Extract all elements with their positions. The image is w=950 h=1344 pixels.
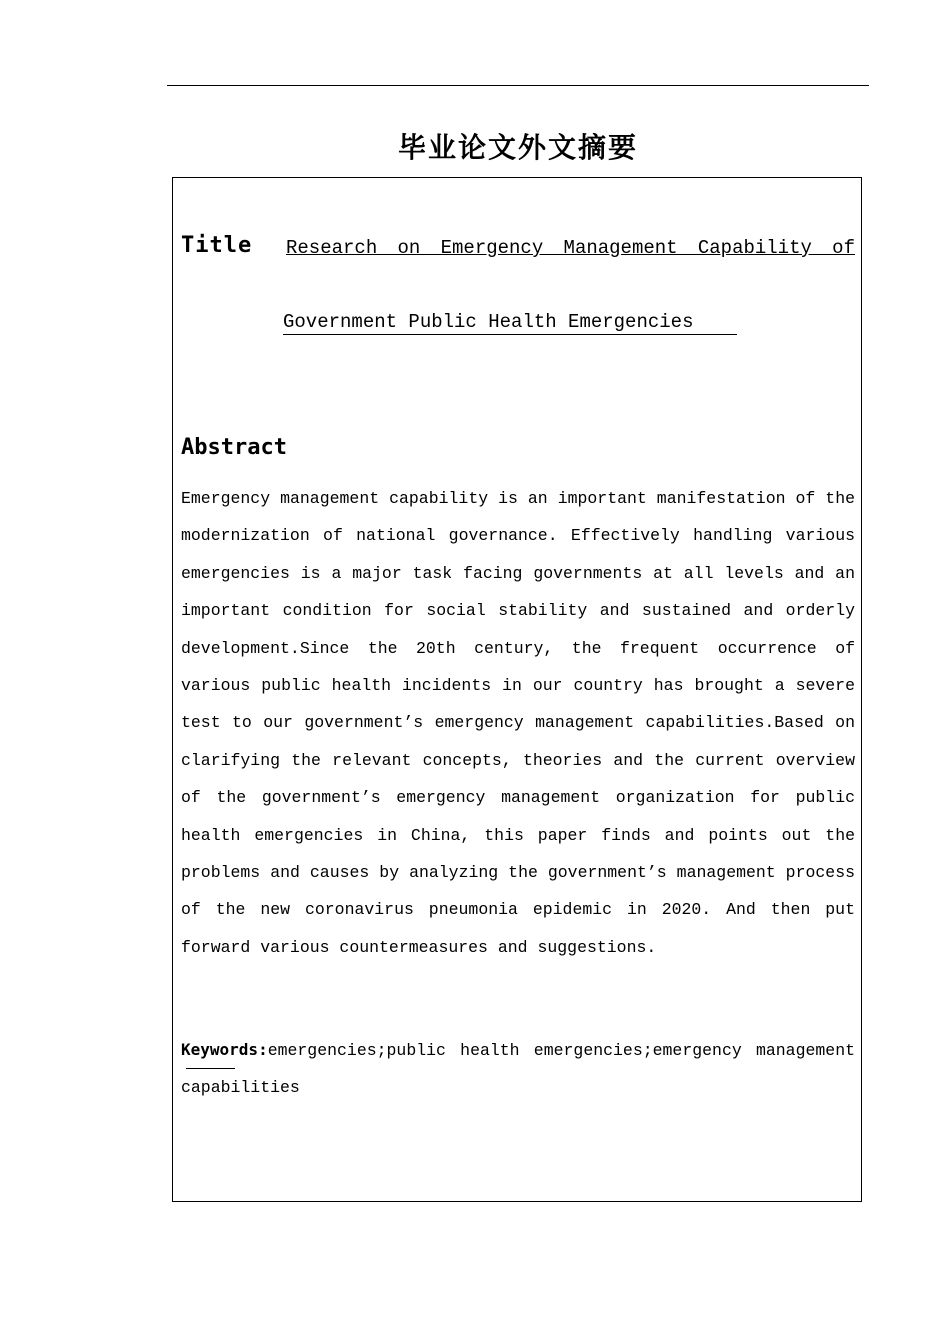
page-heading: 毕业论文外文摘要 [397,131,638,164]
abstract-body: Emergency management capability is an important manifestation of the modernization of national governance. Effectively handling various emergencies is a major task facing governments at all levels and an important condition for social stability and sustained and orderly development.Since the 20th century, the frequent occurrence of various public health incidents in our country has brought a severe test to our government’s emergency management capabilities.Based on clarifying the relevant concepts, theories and the current overview of the government’s emergency management organization for public health emergencies in China, this paper finds and points out the problems and causes by analyzing the government’s management process of the new coronavirus pneumonia epidemic in 2020. And then put forward various countermeasures and suggestions. [181,489,855,957]
abstract-heading: Abstract [181,435,287,460]
keywords-underline [186,1068,235,1069]
thesis-title-line-2-text: Government Public Health Emergencies [283,311,737,335]
keywords-text: emergencies;public health emergencies;emergency management capabilities [181,1041,855,1098]
keywords-paragraph [181,1031,855,1107]
keywords-label: Keywords: [181,1040,268,1059]
thesis-title-line-1: Research on Emergency Management Capability of [286,237,855,259]
thesis-title-line-2 [283,308,737,336]
title-label: Title [181,233,253,258]
header-rule [167,85,869,86]
